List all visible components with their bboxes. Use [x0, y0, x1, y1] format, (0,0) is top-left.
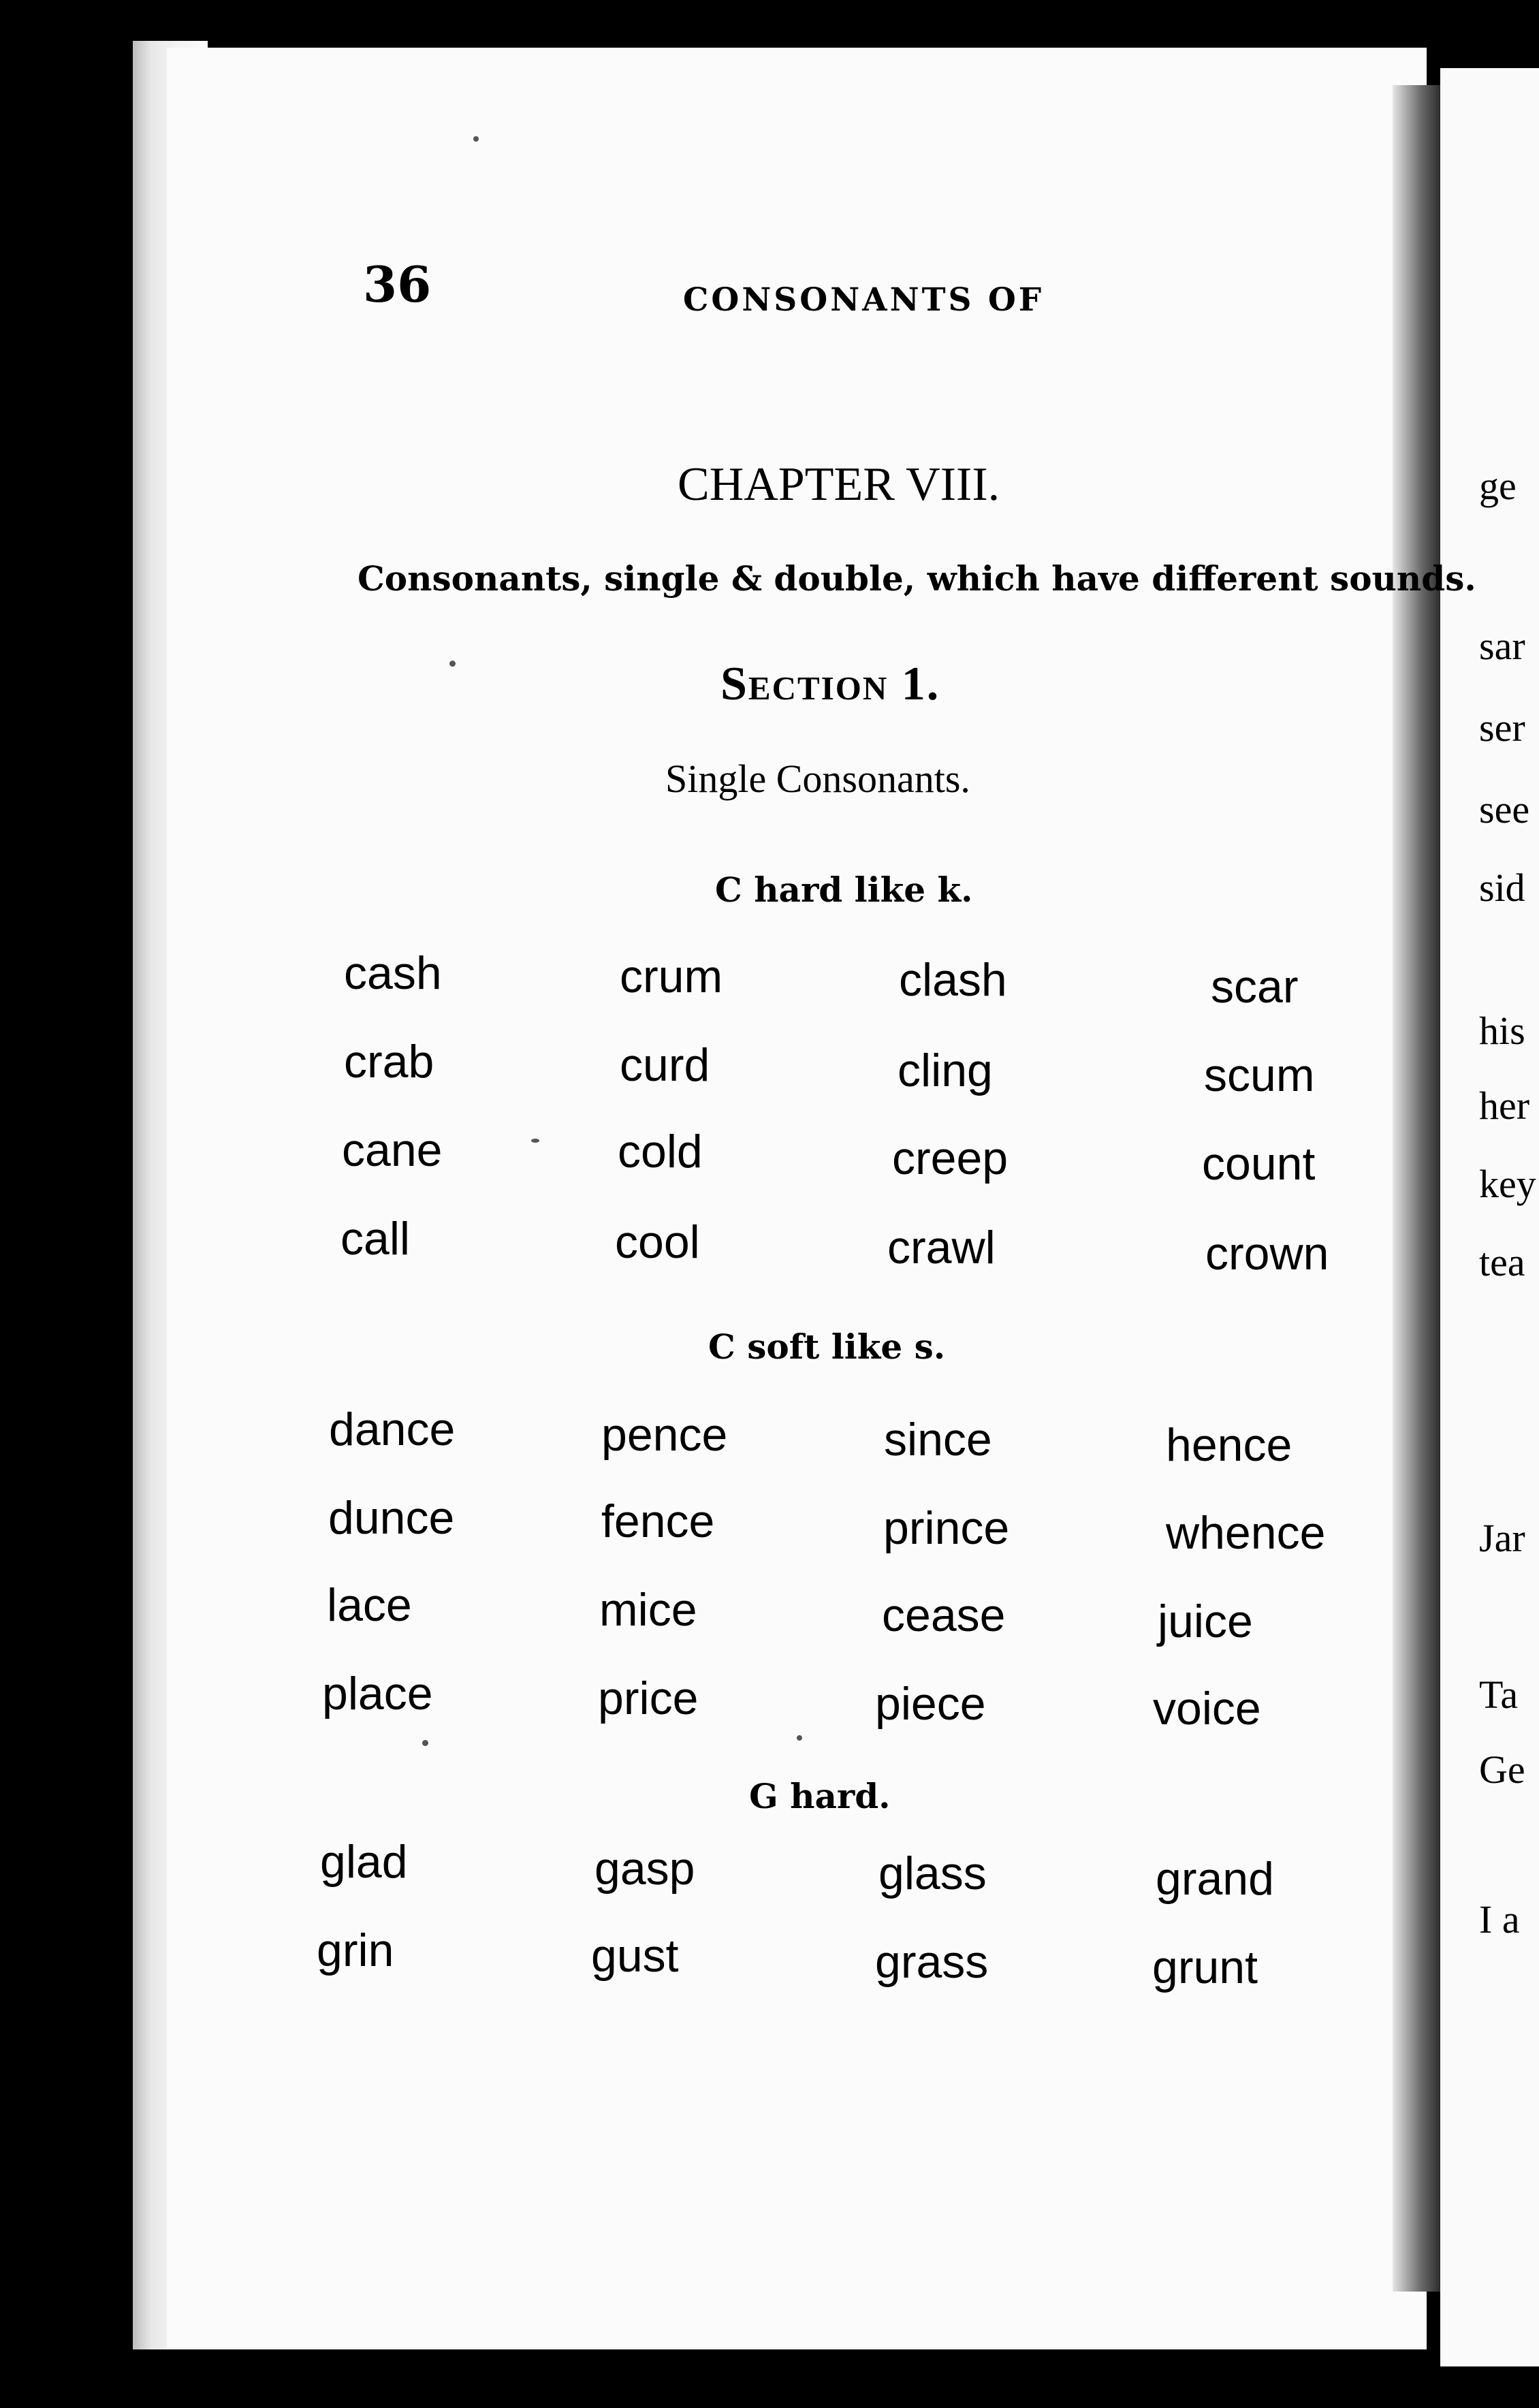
ink-speck	[449, 661, 456, 667]
facing-page-fragment: sid	[1479, 866, 1525, 910]
word: cool	[615, 1216, 700, 1268]
word: dunce	[328, 1492, 455, 1544]
word: place	[322, 1668, 433, 1720]
word: whence	[1166, 1507, 1326, 1559]
facing-page-fragment: Jar	[1479, 1516, 1525, 1560]
group-heading-g-hard: G hard.	[749, 1776, 891, 1816]
facing-page-fragment: ser	[1479, 706, 1525, 750]
page-gutter-shadow	[1393, 85, 1440, 2292]
word: voice	[1153, 1683, 1261, 1734]
page-number: 36	[363, 255, 432, 313]
word: creep	[892, 1132, 1009, 1184]
ink-speck	[797, 1735, 802, 1741]
section-subtitle: Single Consonants.	[665, 757, 970, 801]
ink-speck	[473, 136, 479, 142]
facing-page-fragment: sar	[1479, 624, 1525, 668]
word: pence	[601, 1409, 728, 1461]
word: gasp	[594, 1843, 695, 1895]
word: curd	[620, 1039, 710, 1091]
word: cane	[342, 1124, 443, 1176]
word: count	[1202, 1138, 1316, 1190]
ink-speck	[531, 1139, 539, 1143]
word: crum	[620, 951, 723, 1002]
facing-page-fragment: Ta	[1479, 1673, 1519, 1717]
word: glad	[320, 1836, 408, 1888]
facing-page-fragment: tea	[1479, 1240, 1525, 1284]
word: fence	[601, 1495, 715, 1547]
word: price	[598, 1673, 699, 1724]
word: grin	[317, 1924, 394, 1976]
word: grand	[1156, 1853, 1274, 1905]
book-page	[167, 48, 1427, 2349]
word: scum	[1204, 1049, 1315, 1101]
facing-page-fragment: Ge	[1479, 1747, 1525, 1792]
ink-speck	[422, 1740, 428, 1746]
word: grass	[875, 1936, 989, 1988]
word: cold	[618, 1126, 703, 1177]
word: lace	[327, 1579, 412, 1631]
word: scar	[1211, 961, 1299, 1013]
word: crab	[344, 1036, 434, 1088]
word: clash	[899, 954, 1007, 1006]
word: cease	[882, 1589, 1006, 1641]
word: cling	[898, 1045, 993, 1096]
word: cash	[344, 947, 442, 999]
word: call	[340, 1213, 411, 1265]
word: since	[884, 1414, 992, 1466]
word: mice	[599, 1584, 697, 1636]
word: hence	[1166, 1419, 1292, 1471]
facing-page	[1440, 68, 1539, 2366]
facing-page-fragment: I a	[1479, 1897, 1520, 1942]
word: gust	[591, 1930, 679, 1982]
running-head: CONSONANTS OF	[683, 281, 1045, 319]
group-heading-c-soft: C soft like s.	[708, 1327, 946, 1367]
facing-page-fragment: ge	[1479, 464, 1517, 508]
section-title: Section 1.	[720, 658, 940, 710]
word: crawl	[887, 1222, 996, 1273]
facing-page-fragment: key	[1479, 1162, 1536, 1206]
facing-page-fragment: his	[1479, 1009, 1525, 1053]
word: juice	[1158, 1596, 1253, 1647]
word: piece	[875, 1678, 986, 1730]
word: crown	[1205, 1228, 1329, 1280]
word: dance	[329, 1404, 456, 1455]
group-heading-c-hard: C hard like k.	[715, 870, 973, 910]
word: prince	[883, 1502, 1010, 1554]
word: grunt	[1152, 1942, 1258, 1993]
chapter-title: CHAPTER VIII.	[678, 458, 1000, 511]
chapter-subtitle: Consonants, single & double, which have different sounds.	[358, 558, 1476, 599]
facing-page-fragment: her	[1479, 1083, 1530, 1128]
facing-page-fragment: see	[1479, 787, 1530, 831]
word: glass	[878, 1848, 987, 1899]
